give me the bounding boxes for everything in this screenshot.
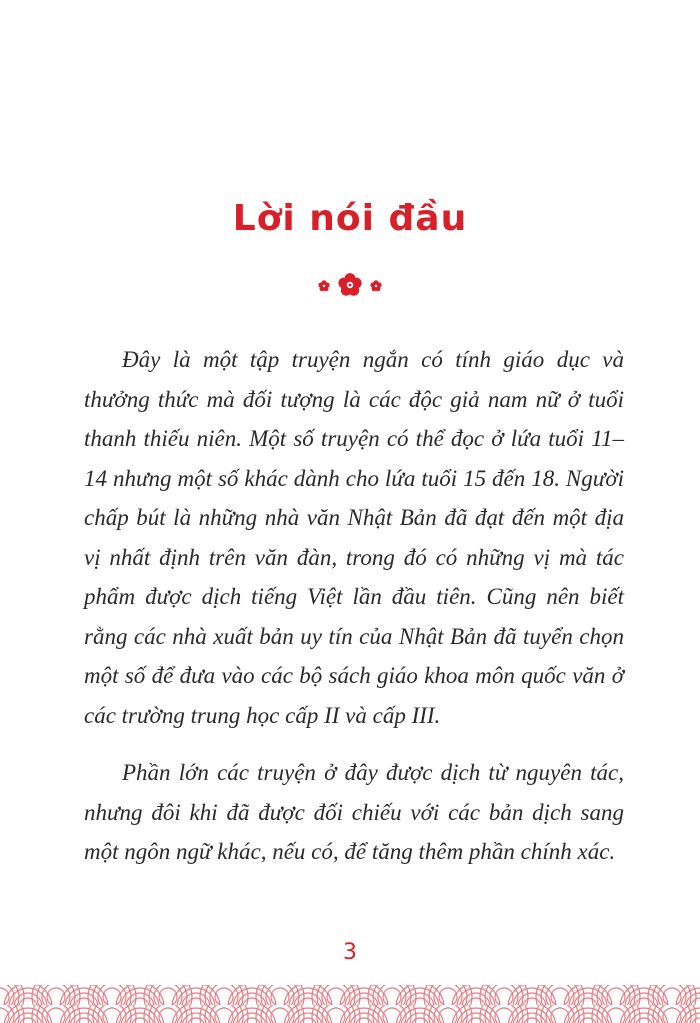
- page-number: 3: [343, 940, 357, 965]
- preface-paragraph-2: Phần lớn các truyện ở đây được dịch từ nguyên tác, nhưng đôi khi đã được đối chiếu với các bản dịch sang một ngôn ngữ khác, nếu có, để tăng thêm phần chính xác.: [84, 760, 624, 864]
- seigaiha-wave-pattern: [0, 985, 700, 1023]
- page-title: Lời nói đầu: [232, 198, 468, 239]
- preface-paragraph-1: Đây là một tập truyện ngắn có tính giáo dục và thưởng thức mà đối tượng là các độc giả nam nữ ở tuổi thanh thiếu niên. Một số truyện có thể đọc ở lứa tuổi 11–14 nhưng một số khác dành cho lứa tuổi 15 đến 18. Người chấp bút là những nhà văn Nhật Bản đã đạt đến một địa vị nhất định trên văn đàn, trong đó có những vị mà tác phẩm được dịch tiếng Việt lần đầu tiên. Cũng nên biết rằng các nhà xuất bản uy tín của Nhật Bản đã tuyển chọn một số để đưa vào các bộ sách giáo khoa môn quốc văn ở các trường trung học cấp II và cấp III.: [84, 347, 624, 728]
- preface-body: [84, 340, 624, 890]
- plum-blossom-icon: [315, 270, 385, 302]
